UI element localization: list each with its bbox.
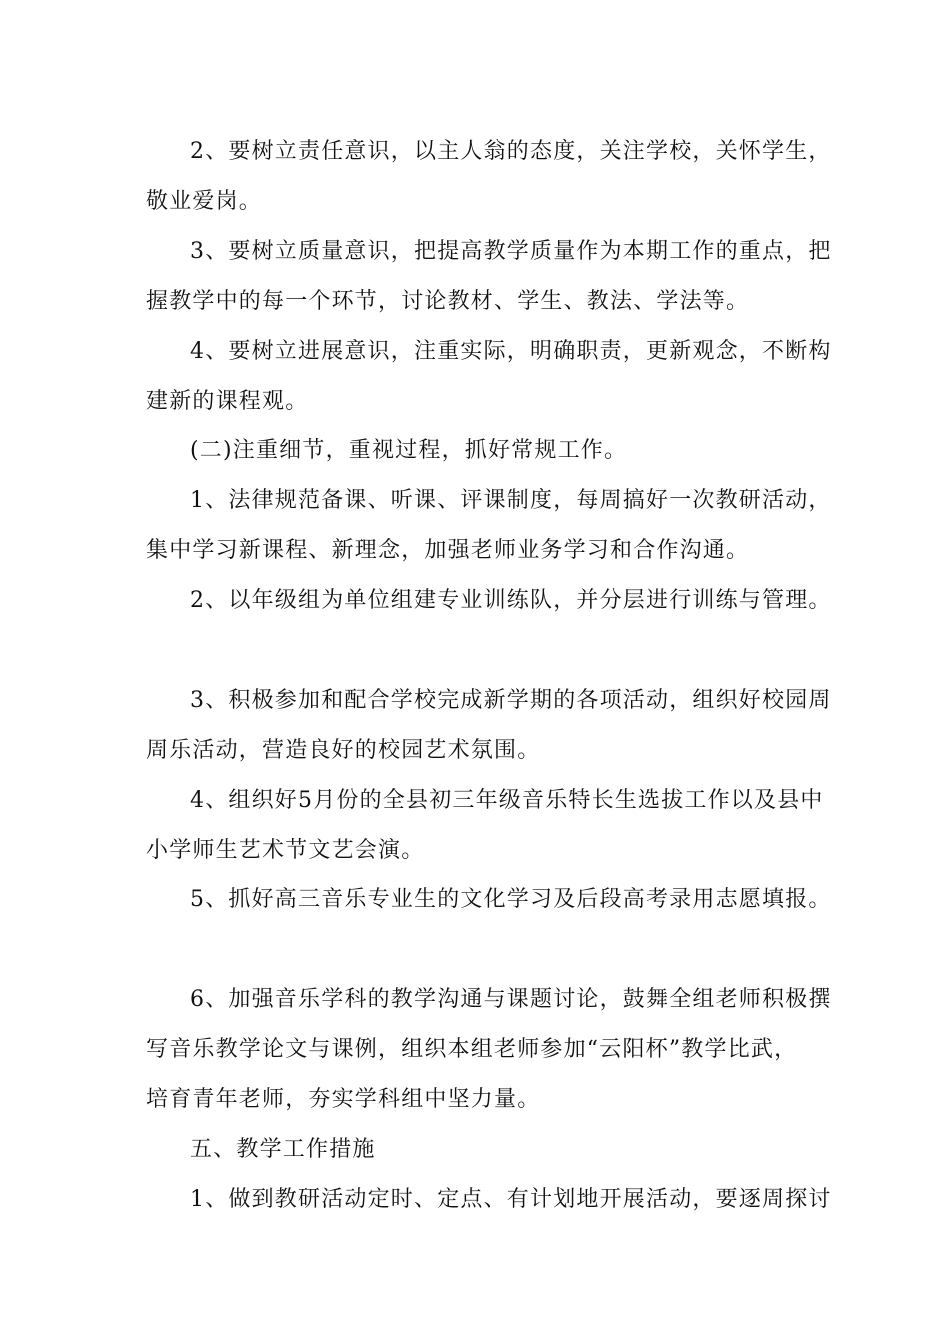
text-line: 6、加强音乐学科的教学沟通与课题讨论，鼓舞全组老师积极撰 — [190, 987, 832, 1012]
text-line: 1、法律规范备课、听课、评课制度，每周搞好一次教研活动， — [190, 488, 832, 513]
text-line: 4、组织好5月份的全县初三年级音乐特长生选拔工作以及县中 — [190, 788, 824, 813]
text-line: 2、要树立责任意识，以主人翁的态度，关注学校，关怀学生， — [190, 139, 832, 164]
section-heading: (二)注重细节，重视过程，抓好常规工作。 — [190, 438, 628, 463]
text-line: 周乐活动，营造良好的校园艺术氛围。 — [146, 738, 541, 763]
text-line: 3、积极参加和配合学校完成新学期的各项活动，组织好校园周 — [190, 688, 832, 713]
section-heading: 五、教学工作措施 — [190, 1137, 376, 1162]
text-line: 2、以年级组为单位组建专业训练队，并分层进行训练与管理。 — [190, 588, 832, 613]
text-line: 培育青年老师，夯实学科组中坚力量。 — [146, 1087, 541, 1112]
text-line: 握教学中的每一个环节，讨论教材、学生、教法、学法等。 — [146, 289, 750, 314]
text-line: 4、要树立进展意识，注重实际，明确职责，更新观念，不断构 — [190, 339, 832, 364]
text-line: 小学师生艺术节文艺会演。 — [146, 838, 425, 863]
text-line: 3、要树立质量意识，把提高教学质量作为本期工作的重点，把 — [190, 239, 832, 264]
text-line: 5、抓好高三音乐专业生的文化学习及后段高考录用志愿填报。 — [190, 887, 832, 912]
text-line: 建新的课程观。 — [146, 389, 309, 414]
text-line: 1、做到教研活动定时、定点、有计划地开展活动，要逐周探讨 — [190, 1187, 832, 1212]
text-line: 敬业爱岗。 — [146, 189, 263, 214]
text-line: 写音乐教学论文与课例，组织本组老师参加“云阳杯”教学比武， — [146, 1037, 798, 1062]
text-line: 集中学习新课程、新理念，加强老师业务学习和合作沟通。 — [146, 538, 750, 563]
